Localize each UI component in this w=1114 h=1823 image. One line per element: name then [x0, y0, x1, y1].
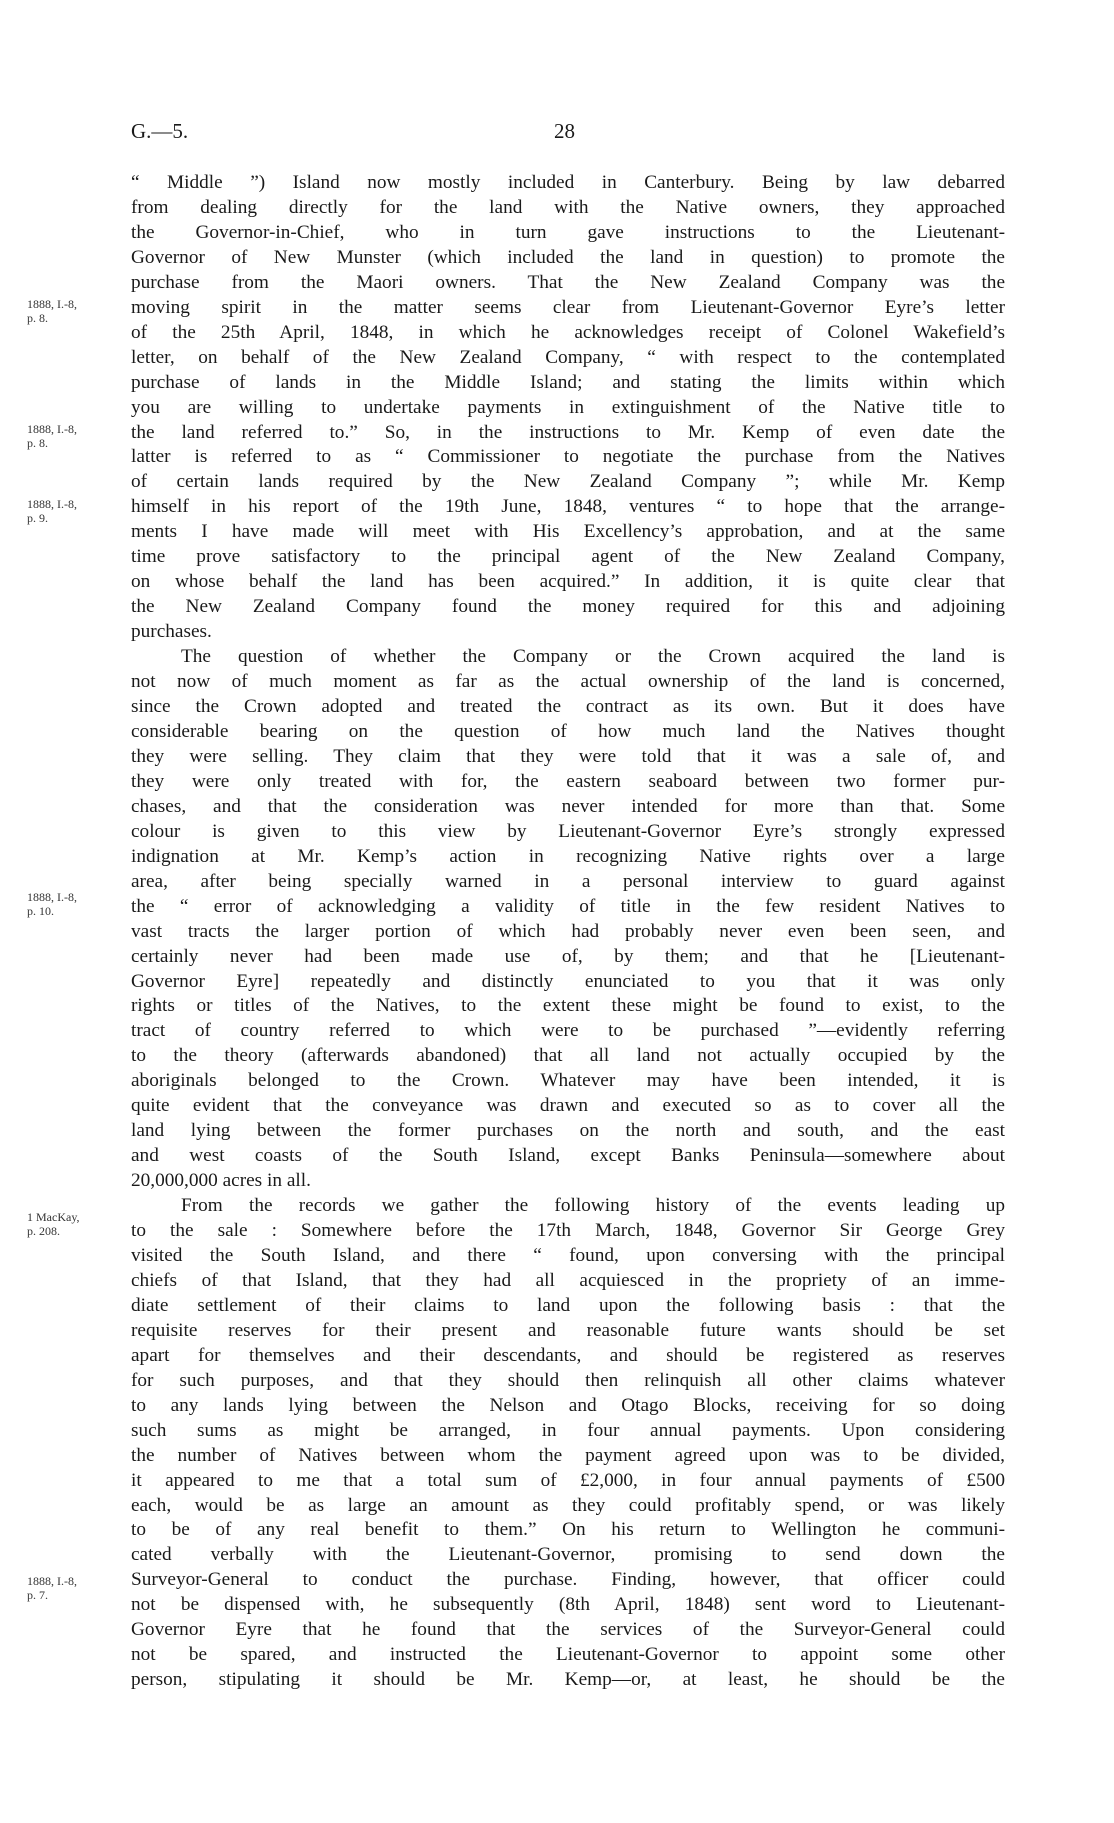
text-line: and west coasts of the South Island, except Banks Peninsula—somewhere about — [131, 1145, 1005, 1167]
margin-note-page: p. 8. — [27, 436, 48, 450]
margin-note-ref: 1 MacKay, — [27, 1210, 80, 1224]
text-line: not be spared, and instructed the Lieutenant-Governor to appoint some other — [131, 1644, 1005, 1666]
text-line: the number of Natives between whom the payment agreed upon was to be divided, — [131, 1444, 1005, 1466]
text-line: himself in his report of the 19th June, 1848, ventures “ to hope that the arrange- — [131, 496, 1005, 518]
text-line: vast tracts the larger portion of which had probably never even been seen, and — [131, 920, 1005, 942]
margin-note-ref: 1888, I.-8, — [27, 422, 77, 436]
text-line: for such purposes, and that they should then relinquish all other claims whatever — [131, 1369, 1005, 1391]
text-line: on whose behalf the land has been acquired.” In addition, it is quite clear that — [131, 571, 1005, 593]
text-line: since the Crown adopted and treated the contract as its own. But it does have — [131, 696, 1005, 718]
text-line: “ Middle ”) Island now mostly included in Canterbury. Being by law debarred — [131, 172, 1005, 193]
text-line: requisite reserves for their present and reasonable future wants should be set — [131, 1319, 1005, 1341]
text-line: visited the South Island, and there “ found, upon conversing with the principal — [131, 1244, 1005, 1266]
text-line: The question of whether the Company or the Crown acquired the land is — [181, 646, 1005, 668]
margin-note — [27, 890, 77, 918]
text-line: to the theory (afterwards abandoned) that all land not actually occupied by the — [131, 1045, 1005, 1067]
text-line: chiefs of that Island, that they had all acquiesced in the propriety of an imme- — [131, 1269, 1005, 1291]
text-line: quite evident that the conveyance was drawn and executed so as to cover all the — [131, 1095, 1005, 1117]
text-line: purchase of lands in the Middle Island; and stating the limits within which — [131, 371, 1005, 393]
text-line: latter is referred to as “ Commissioner to negotiate the purchase from the Natives — [131, 446, 1005, 468]
margin-note-ref: 1888, I.-8, — [27, 890, 77, 904]
margin-note-page: p. 208. — [27, 1224, 60, 1238]
text-line: each, would be as large an amount as they could profitably spend, or was likely — [131, 1494, 1005, 1516]
text-line: to be of any real benefit to them.” On his return to Wellington he communi- — [131, 1519, 1005, 1541]
text-line: to the sale : Somewhere before the 17th March, 1848, Governor Sir George Grey — [131, 1220, 1005, 1242]
text-line: the Governor-in-Chief, who in turn gave instructions to the Lieutenant- — [131, 221, 1005, 243]
margin-note-ref: 1888, I.-8, — [27, 497, 77, 511]
text-line: colour is given to this view by Lieutenant-Governor Eyre’s strongly expressed — [131, 820, 1005, 842]
margin-note-page: p. 8. — [27, 311, 48, 325]
text-line: land lying between the former purchases on the north and south, and the east — [131, 1120, 1005, 1142]
text-line: time prove satisfactory to the principal agent of the New Zealand Company, — [131, 546, 1005, 568]
text-line: it appeared to me that a total sum of £2,000, in four annual payments of £500 — [131, 1469, 1005, 1491]
margin-note-page: p. 9. — [27, 511, 48, 525]
text-line: the New Zealand Company found the money required for this and adjoining — [131, 596, 1005, 618]
text-line: From the records we gather the following history of the events leading up — [181, 1195, 1005, 1217]
text-line: diate settlement of their claims to land upon the following basis : that the — [131, 1294, 1005, 1316]
text-line: the “ error of acknowledging a validity of title in the few resident Natives to — [131, 895, 1005, 917]
text-line: Governor Eyre that he found that the services of the Surveyor-General could — [131, 1619, 1005, 1641]
text-line: purchases. — [131, 621, 212, 643]
text-line: from dealing directly for the land with the Native owners, they approached — [131, 196, 1005, 218]
margin-note — [27, 1210, 80, 1238]
margin-note — [27, 422, 77, 450]
text-line: ments I have made will meet with His Excellency’s approbation, and at the same — [131, 521, 1005, 543]
page-header — [0, 119, 1114, 149]
text-line: Surveyor-General to conduct the purchase. Finding, however, that officer could — [131, 1569, 1005, 1591]
margin-note — [27, 297, 77, 325]
text-line: tract of country referred to which were to be purchased ”—evidently referring — [131, 1020, 1005, 1042]
text-line: purchase from the Maori owners. That the New Zealand Company was the — [131, 271, 1005, 293]
text-line: letter, on behalf of the New Zealand Company, “ with respect to the contemplated — [131, 346, 1005, 368]
text-line: cated verbally with the Lieutenant-Governor, promising to send down the — [131, 1544, 1005, 1566]
text-line: 20,000,000 acres in all. — [131, 1170, 311, 1192]
text-line: area, after being specially warned in a personal interview to guard against — [131, 870, 1005, 892]
margin-note-page: p. 10. — [27, 904, 54, 918]
text-line: of certain lands required by the New Zealand Company ”; while Mr. Kemp — [131, 471, 1005, 493]
text-line: person, stipulating it should be Mr. Kemp—or, at least, he should be the — [131, 1669, 1005, 1691]
text-line: they were only treated with for, the eastern seaboard between two former pur- — [131, 770, 1005, 792]
margin-note-page: p. 7. — [27, 1588, 48, 1602]
text-line: not be dispensed with, he subsequently (8th April, 1848) sent word to Lieutenant- — [131, 1594, 1005, 1616]
text-line: Governor Eyre] repeatedly and distinctly enunciated to you that it was only — [131, 970, 1005, 992]
text-line: Governor of New Munster (which included the land in question) to promote the — [131, 246, 1005, 268]
text-line: rights or titles of the Natives, to the extent these might be found to exist, to the — [131, 995, 1005, 1017]
margin-note-ref: 1888, I.-8, — [27, 1574, 77, 1588]
text-line: of the 25th April, 1848, in which he acknowledges receipt of Colonel Wakefield’s — [131, 321, 1005, 343]
text-line: certainly never had been made use of, by them; and that he [Lieutenant- — [131, 945, 1005, 967]
text-line: apart for themselves and their descendants, and should be registered as reserves — [131, 1344, 1005, 1366]
text-line: indignation at Mr. Kemp’s action in recognizing Native rights over a large — [131, 845, 1005, 867]
margin-notes — [27, 0, 127, 1823]
text-line: not now of much moment as far as the actual ownership of the land is concerned, — [131, 671, 1005, 693]
text-line: such sums as might be arranged, in four annual payments. Upon considering — [131, 1419, 1005, 1441]
margin-note — [27, 497, 77, 525]
text-line: moving spirit in the matter seems clear from Lieutenant-Governor Eyre’s letter — [131, 296, 1005, 318]
text-line: aboriginals belonged to the Crown. Whatever may have been intended, it is — [131, 1070, 1005, 1092]
body-text — [131, 171, 1005, 1693]
document-code: G.—5. — [131, 119, 189, 143]
text-line: you are willing to undertake payments in extinguishment of the Native title to — [131, 396, 1005, 418]
page-number: 28 — [554, 119, 575, 143]
text-line: considerable bearing on the question of how much land the Natives thought — [131, 720, 1005, 742]
text-line: chases, and that the consideration was never intended for more than that. Some — [131, 795, 1005, 817]
text-line: they were selling. They claim that they were told that it was a sale of, and — [131, 745, 1005, 767]
text-line: the land referred to.” So, in the instructions to Mr. Kemp of even date the — [131, 421, 1005, 443]
margin-note — [27, 1574, 77, 1602]
text-line: to any lands lying between the Nelson and Otago Blocks, receiving for so doing — [131, 1394, 1005, 1416]
margin-note-ref: 1888, I.-8, — [27, 297, 77, 311]
